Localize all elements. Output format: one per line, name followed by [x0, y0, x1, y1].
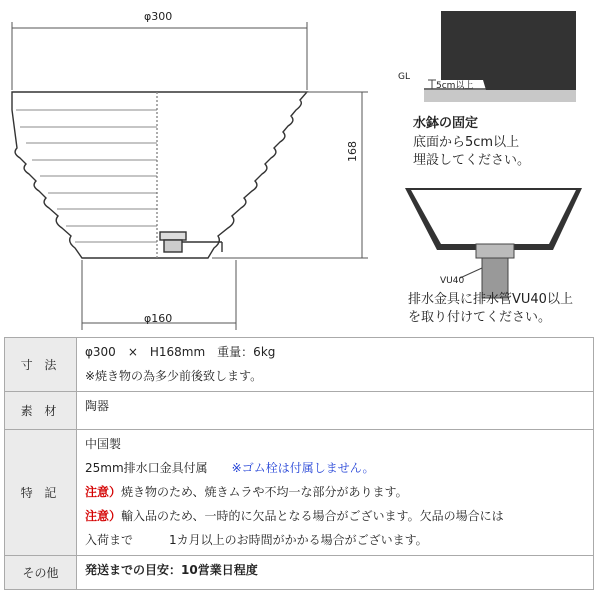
- caution-1: [85, 480, 587, 504]
- material-value: 陶器: [77, 392, 594, 430]
- fitting-text: 25mm排水口金具付属: [85, 461, 208, 475]
- fitting-note: ※ゴム栓は付属しません。: [231, 461, 375, 475]
- gl-label: GL: [398, 72, 410, 82]
- top-diameter-label: φ300: [144, 10, 173, 23]
- depth-label: 5cm以上: [436, 81, 474, 91]
- size-value: [77, 338, 594, 392]
- drain-line-2: を取り付けてください。: [408, 310, 552, 325]
- spec-table: [4, 337, 594, 590]
- bottom-diameter-label: φ160: [144, 312, 173, 325]
- height-dimension: [212, 92, 368, 258]
- install-title: 水鉢の固定: [413, 116, 479, 131]
- height-label: 168: [346, 141, 359, 162]
- pipe-label: VU40: [440, 276, 465, 286]
- top-diameter-dimension: [12, 22, 307, 90]
- fitting-line: [85, 456, 587, 480]
- material-label: 素 材: [5, 392, 77, 430]
- size-line-2: ※焼き物の為多少前後致します。: [85, 369, 263, 383]
- drain-line-1: 排水金具に排水管VU40以上: [408, 292, 573, 307]
- origin-text: 中国製: [85, 437, 122, 451]
- caution-2-text: 輸入品のため、一時的に欠品となる場合がございます。欠品の場合には: [121, 509, 504, 523]
- caution-2-prefix: 注意）: [85, 509, 122, 523]
- features-value: [77, 430, 594, 556]
- spec-row-features: [5, 430, 594, 556]
- caution-2-cont: 入荷まで 1カ月以上のお時間がかかる場合がございます。: [85, 533, 428, 547]
- install-line-2: 埋設してください。: [413, 153, 531, 168]
- features-label: 特 記: [5, 430, 77, 556]
- size-label: 寸 法: [5, 338, 77, 392]
- other-label: その他: [5, 556, 77, 590]
- size-line-1: φ300 × H168mm 重量：6kg: [85, 345, 276, 359]
- spec-row-size: [5, 338, 594, 392]
- caution-2: [85, 504, 587, 528]
- bowl-outline: [12, 92, 307, 258]
- other-value: 発送までの目安：10営業日程度: [77, 556, 594, 590]
- spec-row-other: [5, 556, 594, 590]
- drain-diagram: [405, 188, 582, 298]
- spec-row-material: [5, 392, 594, 430]
- caution-1-prefix: 注意）: [85, 485, 122, 499]
- install-line-1: 底面から5cm以上: [413, 135, 520, 150]
- caution-1-text: 焼き物のため、焼きムラや不均一な部分があります。: [121, 485, 408, 499]
